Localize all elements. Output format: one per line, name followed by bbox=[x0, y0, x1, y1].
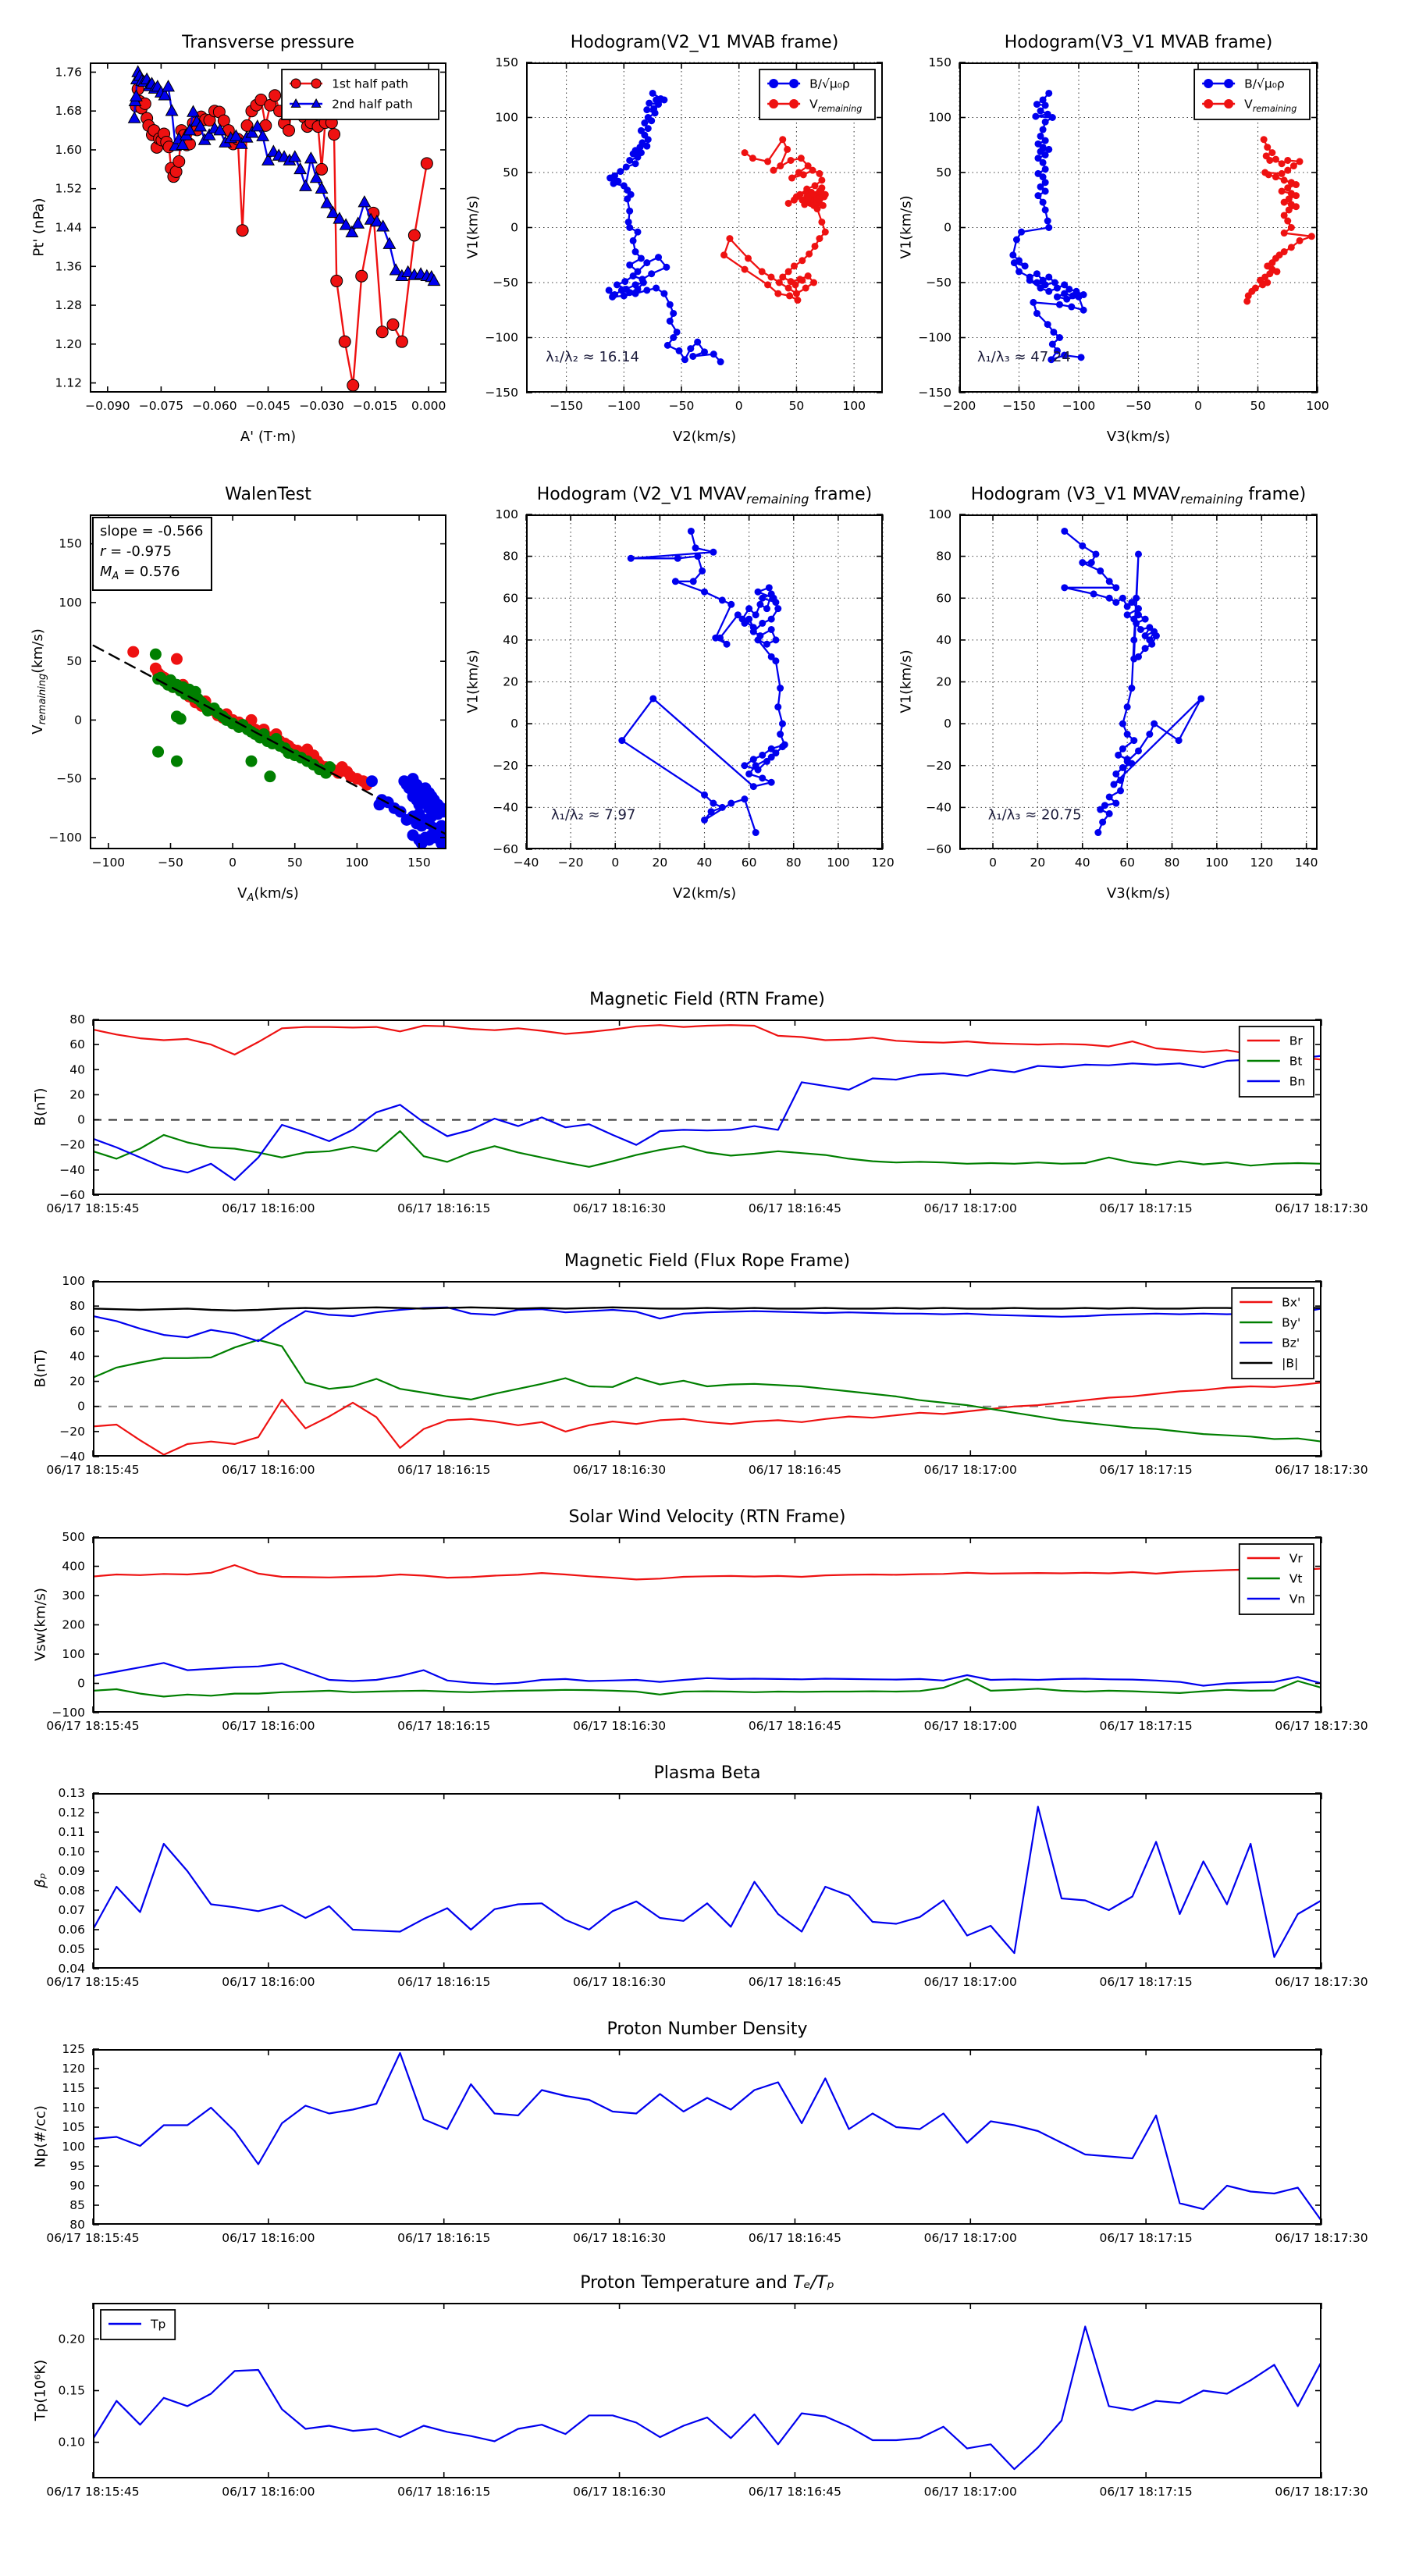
panel-title: Transverse pressure bbox=[182, 33, 354, 52]
svg-text:0: 0 bbox=[510, 717, 518, 731]
svg-text:60: 60 bbox=[69, 1037, 85, 1052]
svg-text:Vr: Vr bbox=[1289, 1551, 1303, 1566]
svg-text:60: 60 bbox=[69, 1324, 85, 1339]
svg-text:−40: −40 bbox=[59, 1450, 85, 1464]
svg-text:06/17 18:17:15: 06/17 18:17:15 bbox=[1099, 2485, 1193, 2499]
svg-text:−100: −100 bbox=[1062, 399, 1096, 413]
svg-text:150: 150 bbox=[59, 536, 82, 551]
svg-text:06/17 18:17:30: 06/17 18:17:30 bbox=[1275, 1719, 1368, 1733]
svg-text:500: 500 bbox=[62, 1530, 85, 1544]
svg-text:0: 0 bbox=[229, 856, 237, 870]
svg-text:−100: −100 bbox=[52, 1706, 85, 1720]
svg-text:150: 150 bbox=[495, 55, 518, 69]
svg-text:110: 110 bbox=[62, 2101, 85, 2115]
svg-text:100: 100 bbox=[928, 110, 951, 125]
svg-text:1.68: 1.68 bbox=[55, 104, 82, 119]
svg-text:−100: −100 bbox=[91, 856, 126, 870]
svg-text:λ₁/λ₃ ≈ 47.24: λ₁/λ₃ ≈ 47.24 bbox=[976, 348, 1071, 365]
y-axis-label: V1(km/s) bbox=[464, 649, 482, 713]
svg-text:06/17 18:17:00: 06/17 18:17:00 bbox=[923, 2485, 1017, 2499]
svg-text:1st half path: 1st half path bbox=[332, 76, 409, 91]
svg-text:0: 0 bbox=[77, 1676, 85, 1691]
svg-text:−0.075: −0.075 bbox=[138, 399, 184, 413]
svg-text:1.28: 1.28 bbox=[55, 298, 82, 313]
svg-text:Bz': Bz' bbox=[1282, 1336, 1300, 1350]
y-axis-label: βₚ bbox=[32, 1873, 49, 1888]
svg-text:−50: −50 bbox=[493, 276, 518, 290]
walen-ma: $M_A = 0.576$ bbox=[100, 564, 180, 583]
svg-text:0.10: 0.10 bbox=[58, 1845, 85, 1859]
svg-text:0: 0 bbox=[1194, 399, 1202, 413]
svg-text:1.36: 1.36 bbox=[55, 259, 82, 274]
svg-text:−60: −60 bbox=[926, 842, 951, 856]
svg-text:−0.045: −0.045 bbox=[245, 399, 291, 413]
svg-text:−100: −100 bbox=[918, 330, 951, 345]
svg-text:100: 100 bbox=[62, 1274, 85, 1288]
svg-text:80: 80 bbox=[503, 549, 518, 564]
svg-text:06/17 18:16:00: 06/17 18:16:00 bbox=[222, 1975, 315, 1989]
svg-text:40: 40 bbox=[69, 1349, 85, 1364]
svg-text:−60: −60 bbox=[493, 842, 518, 856]
svg-text:−150: −150 bbox=[918, 386, 951, 400]
svg-text:06/17 18:16:00: 06/17 18:16:00 bbox=[222, 1719, 315, 1733]
panel-title: Magnetic Field (RTN Frame) bbox=[589, 990, 825, 1009]
svg-text:0.13: 0.13 bbox=[58, 1786, 85, 1800]
svg-text:0.000: 0.000 bbox=[411, 399, 446, 413]
y-axis-label: B(nT) bbox=[32, 1349, 49, 1388]
panel-title: Plasma Beta bbox=[653, 1763, 761, 1783]
svg-text:06/17 18:15:45: 06/17 18:15:45 bbox=[46, 1719, 140, 1733]
svg-text:50: 50 bbox=[1250, 399, 1266, 413]
svg-text:60: 60 bbox=[936, 591, 951, 606]
svg-text:80: 80 bbox=[785, 856, 802, 870]
svg-text:80: 80 bbox=[936, 549, 951, 564]
svg-text:0.04: 0.04 bbox=[58, 1962, 85, 1976]
svg-text:100: 100 bbox=[827, 856, 850, 870]
panel-title: WalenTest bbox=[225, 485, 311, 504]
svg-text:0: 0 bbox=[944, 717, 951, 731]
b-fluxrope-plot bbox=[46, 1274, 1368, 1477]
svg-text:−150: −150 bbox=[1002, 399, 1036, 413]
svg-text:Bn: Bn bbox=[1289, 1074, 1306, 1089]
svg-text:By': By' bbox=[1282, 1315, 1301, 1330]
svg-text:Vn: Vn bbox=[1289, 1592, 1306, 1606]
svg-text:06/17 18:17:30: 06/17 18:17:30 bbox=[1275, 1975, 1368, 1989]
svg-text:80: 80 bbox=[69, 1012, 85, 1026]
svg-text:100: 100 bbox=[62, 1647, 85, 1661]
svg-text:06/17 18:17:30: 06/17 18:17:30 bbox=[1275, 2231, 1368, 2245]
svg-text:100: 100 bbox=[495, 507, 518, 521]
svg-text:0.15: 0.15 bbox=[58, 2383, 85, 2398]
svg-text:0.05: 0.05 bbox=[58, 1942, 85, 1956]
svg-text:−50: −50 bbox=[158, 856, 183, 870]
svg-text:−20: −20 bbox=[557, 856, 584, 870]
svg-text:06/17 18:16:45: 06/17 18:16:45 bbox=[748, 1463, 842, 1477]
svg-text:−50: −50 bbox=[926, 276, 951, 290]
svg-text:100: 100 bbox=[928, 507, 951, 521]
svg-text:06/17 18:16:45: 06/17 18:16:45 bbox=[748, 1975, 842, 1989]
svg-text:−60: −60 bbox=[59, 1188, 85, 1202]
svg-text:40: 40 bbox=[1074, 856, 1090, 870]
hodogram-v3v1-mvab-plot bbox=[918, 55, 1329, 413]
svg-text:1.52: 1.52 bbox=[55, 181, 82, 196]
hodogram-v2v1-mvav-plot bbox=[493, 507, 895, 870]
x-axis-label: V2(km/s) bbox=[672, 429, 737, 445]
svg-text:06/17 18:16:15: 06/17 18:16:15 bbox=[397, 2231, 491, 2245]
svg-text:λ₁/λ₃ ≈ 20.75: λ₁/λ₃ ≈ 20.75 bbox=[987, 806, 1082, 824]
svg-text:90: 90 bbox=[69, 2179, 85, 2193]
panel-title: Solar Wind Velocity (RTN Frame) bbox=[568, 1507, 846, 1527]
svg-text:140: 140 bbox=[1294, 856, 1318, 870]
svg-text:−150: −150 bbox=[550, 399, 583, 413]
svg-text:06/17 18:16:30: 06/17 18:16:30 bbox=[572, 1201, 667, 1215]
svg-text:Vremaining: $V_{remaining}$ bbox=[1244, 97, 1297, 114]
svg-text:−20: −20 bbox=[493, 758, 518, 773]
svg-text:−0.090: −0.090 bbox=[85, 399, 130, 413]
svg-text:06/17 18:16:15: 06/17 18:16:15 bbox=[397, 1975, 491, 1989]
svg-text:80: 80 bbox=[69, 1299, 85, 1314]
svg-text:60: 60 bbox=[503, 591, 518, 606]
y-axis-label: $V_{remaining}(km/s)$ bbox=[30, 628, 48, 735]
svg-text:80: 80 bbox=[69, 2218, 85, 2232]
y-axis-label: Vsw(km/s) bbox=[32, 1588, 49, 1661]
y-axis-label: Pt' (nPa) bbox=[30, 197, 48, 257]
svg-text:2nd half path: 2nd half path bbox=[332, 97, 413, 112]
panel-title: Hodogram(V2_V1 MVAB frame) bbox=[570, 33, 839, 52]
svg-text:B/√μ₀ρ: B/√μ₀ρ bbox=[1244, 76, 1285, 91]
svg-text:−100: −100 bbox=[485, 330, 518, 345]
svg-text:1.12: 1.12 bbox=[55, 375, 82, 390]
svg-text:50: 50 bbox=[936, 165, 951, 180]
svg-text:40: 40 bbox=[696, 856, 713, 870]
walen-r: r = -0.975 bbox=[100, 543, 172, 560]
y-axis-label: V1(km/s) bbox=[464, 195, 482, 259]
svg-text:06/17 18:17:00: 06/17 18:17:00 bbox=[923, 1975, 1017, 1989]
svg-text:06/17 18:15:45: 06/17 18:15:45 bbox=[46, 1463, 140, 1477]
svg-text:120: 120 bbox=[62, 2062, 85, 2076]
svg-text:105: 105 bbox=[62, 2120, 85, 2134]
svg-text:−200: −200 bbox=[942, 399, 976, 413]
plasma-beta-plot bbox=[46, 1786, 1368, 1989]
x-axis-label: V3(km/s) bbox=[1106, 885, 1171, 902]
svg-text:06/17 18:16:45: 06/17 18:16:45 bbox=[748, 1719, 842, 1733]
svg-text:06/17 18:16:15: 06/17 18:16:15 bbox=[397, 2485, 491, 2499]
svg-text:06/17 18:15:45: 06/17 18:15:45 bbox=[46, 2231, 140, 2245]
svg-text:06/17 18:16:00: 06/17 18:16:00 bbox=[222, 1463, 315, 1477]
proton-density-plot bbox=[46, 2042, 1368, 2245]
svg-text:20: 20 bbox=[1030, 856, 1046, 870]
svg-text:20: 20 bbox=[503, 674, 518, 689]
svg-text:50: 50 bbox=[286, 856, 303, 870]
panel-title: Hodogram (V3_V1 $MVAV_{remaining}$ frame) bbox=[970, 485, 1307, 507]
svg-text:06/17 18:17:00: 06/17 18:17:00 bbox=[923, 2231, 1017, 2245]
svg-text:40: 40 bbox=[503, 632, 518, 647]
svg-text:Bx': Bx' bbox=[1282, 1295, 1301, 1310]
svg-text:1.20: 1.20 bbox=[55, 336, 82, 351]
svg-text:0: 0 bbox=[77, 1399, 85, 1414]
svg-text:06/17 18:17:30: 06/17 18:17:30 bbox=[1275, 1201, 1368, 1215]
y-axis-label: V1(km/s) bbox=[898, 649, 915, 713]
vsw-rtn-plot bbox=[46, 1530, 1368, 1733]
svg-text:06/17 18:17:00: 06/17 18:17:00 bbox=[923, 1201, 1017, 1215]
svg-text:0: 0 bbox=[735, 399, 743, 413]
svg-text:−0.015: −0.015 bbox=[352, 399, 398, 413]
svg-text:0.06: 0.06 bbox=[58, 1923, 85, 1937]
svg-text:0.08: 0.08 bbox=[58, 1884, 85, 1898]
svg-text:−40: −40 bbox=[513, 856, 539, 870]
svg-text:−20: −20 bbox=[59, 1137, 85, 1152]
svg-text:300: 300 bbox=[62, 1589, 85, 1603]
svg-text:Vt: Vt bbox=[1289, 1571, 1303, 1586]
svg-text:0.10: 0.10 bbox=[58, 2435, 85, 2450]
y-axis-label: Tp(10⁶K) bbox=[32, 2359, 49, 2421]
svg-text:λ₁/λ₂ ≈ 7.97: λ₁/λ₂ ≈ 7.97 bbox=[550, 806, 636, 824]
svg-text:06/17 18:16:15: 06/17 18:16:15 bbox=[397, 1463, 491, 1477]
svg-text:06/17 18:16:45: 06/17 18:16:45 bbox=[748, 2485, 842, 2499]
panel-title: Proton Number Density bbox=[606, 2019, 808, 2039]
svg-text:06/17 18:16:30: 06/17 18:16:30 bbox=[572, 1975, 667, 1989]
panel-title: Proton Temperature and Tₑ/Tₚ bbox=[580, 2273, 834, 2293]
svg-text:B/√μ₀ρ: B/√μ₀ρ bbox=[809, 76, 850, 91]
svg-text:06/17 18:17:15: 06/17 18:17:15 bbox=[1099, 1463, 1193, 1477]
svg-text:06/17 18:16:15: 06/17 18:16:15 bbox=[397, 1201, 491, 1215]
svg-text:−50: −50 bbox=[1126, 399, 1151, 413]
svg-text:20: 20 bbox=[69, 1374, 85, 1389]
hodogram-v2v1-mvab-plot bbox=[485, 55, 883, 413]
walen-slope: slope = -0.566 bbox=[100, 523, 204, 539]
panel-title: Magnetic Field (Flux Rope Frame) bbox=[564, 1251, 851, 1271]
x-axis-label: V2(km/s) bbox=[672, 885, 737, 902]
svg-text:100: 100 bbox=[1306, 399, 1329, 413]
svg-text:06/17 18:17:15: 06/17 18:17:15 bbox=[1099, 1201, 1193, 1215]
svg-text:06/17 18:17:30: 06/17 18:17:30 bbox=[1275, 1463, 1368, 1477]
svg-text:06/17 18:16:30: 06/17 18:16:30 bbox=[572, 1719, 667, 1733]
svg-text:λ₁/λ₂ ≈ 16.14: λ₁/λ₂ ≈ 16.14 bbox=[546, 348, 639, 365]
transverse-pressure-plot bbox=[55, 62, 446, 413]
panel-title: Hodogram(V3_V1 MVAB frame) bbox=[1004, 33, 1273, 52]
x-axis-label: A' (T·m) bbox=[240, 429, 297, 445]
svg-text:150: 150 bbox=[407, 856, 431, 870]
svg-text:50: 50 bbox=[788, 399, 805, 413]
svg-text:0: 0 bbox=[77, 1112, 85, 1127]
svg-text:−40: −40 bbox=[926, 800, 951, 815]
svg-text:400: 400 bbox=[62, 1559, 85, 1574]
walen-stats-box bbox=[92, 517, 212, 591]
svg-text:06/17 18:16:45: 06/17 18:16:45 bbox=[748, 2231, 842, 2245]
svg-text:120: 120 bbox=[1250, 856, 1274, 870]
svg-text:−150: −150 bbox=[485, 386, 518, 400]
b-rtn-plot bbox=[46, 1012, 1368, 1215]
svg-text:50: 50 bbox=[503, 165, 518, 180]
svg-text:0.12: 0.12 bbox=[58, 1806, 85, 1820]
svg-text:06/17 18:16:00: 06/17 18:16:00 bbox=[222, 1201, 315, 1215]
svg-text:06/17 18:16:15: 06/17 18:16:15 bbox=[397, 1719, 491, 1733]
svg-text:115: 115 bbox=[62, 2081, 85, 2095]
svg-text:100: 100 bbox=[345, 856, 369, 870]
svg-text:−20: −20 bbox=[59, 1424, 85, 1439]
svg-text:06/17 18:17:00: 06/17 18:17:00 bbox=[923, 1463, 1017, 1477]
svg-text:06/17 18:17:15: 06/17 18:17:15 bbox=[1099, 1975, 1193, 1989]
svg-text:Tp: Tp bbox=[151, 2317, 166, 2332]
svg-text:Bt: Bt bbox=[1289, 1054, 1303, 1069]
svg-text:0: 0 bbox=[74, 713, 82, 728]
svg-text:100: 100 bbox=[62, 2140, 85, 2154]
svg-text:−0.030: −0.030 bbox=[299, 399, 344, 413]
svg-text:−50: −50 bbox=[668, 399, 695, 413]
svg-text:50: 50 bbox=[66, 654, 82, 669]
svg-text:06/17 18:17:15: 06/17 18:17:15 bbox=[1099, 2231, 1193, 2245]
svg-text:40: 40 bbox=[936, 632, 951, 647]
svg-text:120: 120 bbox=[871, 856, 895, 870]
svg-text:0: 0 bbox=[611, 856, 620, 870]
svg-text:1.60: 1.60 bbox=[55, 142, 82, 157]
y-axis-label: Np(#/cc) bbox=[32, 2105, 49, 2168]
svg-text:100: 100 bbox=[842, 399, 866, 413]
svg-text:−100: −100 bbox=[48, 830, 82, 845]
svg-text:20: 20 bbox=[936, 674, 951, 689]
svg-text:0: 0 bbox=[510, 220, 518, 235]
svg-text:0.09: 0.09 bbox=[58, 1864, 85, 1878]
svg-text:100: 100 bbox=[59, 595, 82, 610]
svg-text:06/17 18:17:00: 06/17 18:17:00 bbox=[923, 1719, 1017, 1733]
svg-text:0.20: 0.20 bbox=[58, 2332, 85, 2347]
svg-text:−40: −40 bbox=[493, 800, 518, 815]
svg-text:06/17 18:16:45: 06/17 18:16:45 bbox=[748, 1201, 842, 1215]
svg-text:06/17 18:16:00: 06/17 18:16:00 bbox=[222, 2485, 315, 2499]
x-axis-label: V3(km/s) bbox=[1106, 429, 1171, 445]
svg-text:06/17 18:16:30: 06/17 18:16:30 bbox=[572, 2231, 667, 2245]
svg-text:0: 0 bbox=[944, 220, 951, 235]
svg-text:1.44: 1.44 bbox=[55, 220, 82, 235]
panel-title: Hodogram (V2_V1 $MVAV_{remaining}$ frame) bbox=[536, 485, 873, 507]
svg-text:0: 0 bbox=[989, 856, 997, 870]
svg-text:200: 200 bbox=[62, 1617, 85, 1632]
x-axis-label: $V_A(km/s)$ bbox=[237, 885, 299, 904]
svg-text:1.76: 1.76 bbox=[55, 65, 82, 80]
svg-text:60: 60 bbox=[741, 856, 757, 870]
svg-text:60: 60 bbox=[1119, 856, 1136, 870]
svg-text:−20: −20 bbox=[926, 758, 951, 773]
svg-text:−40: −40 bbox=[59, 1162, 85, 1177]
svg-text:20: 20 bbox=[652, 856, 668, 870]
svg-text:100: 100 bbox=[495, 110, 518, 125]
svg-text:40: 40 bbox=[69, 1062, 85, 1077]
svg-text:06/17 18:17:30: 06/17 18:17:30 bbox=[1275, 2485, 1368, 2499]
svg-text:06/17 18:15:45: 06/17 18:15:45 bbox=[46, 1201, 140, 1215]
svg-text:85: 85 bbox=[69, 2198, 85, 2212]
proton-temperature-plot bbox=[46, 2303, 1368, 2499]
svg-text:06/17 18:16:30: 06/17 18:16:30 bbox=[572, 1463, 667, 1477]
hodogram-v3v1-mvav-plot bbox=[926, 507, 1318, 870]
y-axis-label: B(nT) bbox=[32, 1087, 49, 1126]
svg-text:125: 125 bbox=[62, 2042, 85, 2056]
svg-text:Br: Br bbox=[1289, 1034, 1303, 1048]
svg-text:Vremaining: $V_{remaining}$ bbox=[809, 97, 863, 114]
svg-text:0.11: 0.11 bbox=[58, 1825, 85, 1839]
svg-text:06/17 18:15:45: 06/17 18:15:45 bbox=[46, 1975, 140, 1989]
y-axis-label: V1(km/s) bbox=[898, 195, 915, 259]
svg-text:−0.060: −0.060 bbox=[192, 399, 237, 413]
svg-text:150: 150 bbox=[928, 55, 951, 69]
svg-text:|B|: |B| bbox=[1282, 1356, 1299, 1371]
svg-text:−50: −50 bbox=[56, 771, 82, 786]
svg-text:20: 20 bbox=[69, 1087, 85, 1102]
svg-text:06/17 18:15:45: 06/17 18:15:45 bbox=[46, 2485, 140, 2499]
svg-text:0.07: 0.07 bbox=[58, 1903, 85, 1917]
svg-text:06/17 18:17:15: 06/17 18:17:15 bbox=[1099, 1719, 1193, 1733]
svg-text:06/17 18:16:30: 06/17 18:16:30 bbox=[572, 2485, 667, 2499]
svg-text:95: 95 bbox=[69, 2159, 85, 2173]
svg-text:100: 100 bbox=[1205, 856, 1229, 870]
svg-text:−100: −100 bbox=[607, 399, 641, 413]
svg-text:06/17 18:16:00: 06/17 18:16:00 bbox=[222, 2231, 315, 2245]
svg-text:80: 80 bbox=[1164, 856, 1180, 870]
